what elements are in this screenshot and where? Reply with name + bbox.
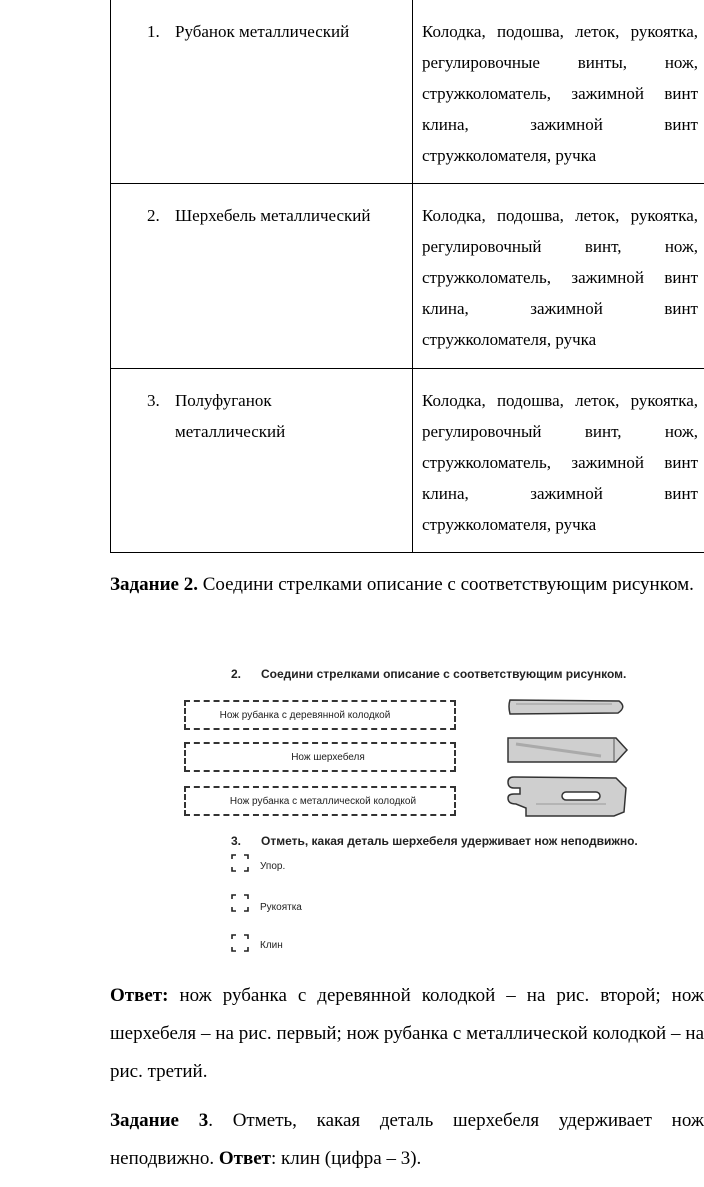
worksheet-figure: [180, 662, 650, 962]
match-box-metal-plane-blade: Нож рубанка с металлической колодкой: [184, 786, 456, 816]
task3-paragraph: [110, 1102, 704, 1178]
tool-parts-text: Колодка, подошва, леток, рукоятка, регулировочные винты, нож, стружколоматель, зажимной винт клина, зажимной винт стружколомателя, ручка: [422, 22, 698, 165]
tool-name-cell: [111, 184, 413, 369]
task2-label: Задание 2.: [110, 574, 198, 595]
figure-task2-heading: 2. Соедини стрелками описание с соответствующим рисунком.: [231, 667, 627, 681]
checkbox-corner-icon[interactable]: [231, 934, 249, 952]
task3-label: Задание 3: [110, 1110, 209, 1131]
row-number: 1.: [147, 22, 160, 41]
task3-answer-label: Ответ: [218, 1148, 271, 1169]
tool-name: Рубанок металлический: [175, 22, 350, 41]
tool-name-cell: [111, 0, 413, 184]
blade-picture-1: [506, 696, 630, 718]
tool-name-cell: [111, 369, 413, 553]
table-row: [111, 0, 704, 184]
tool-parts-cell: [413, 0, 704, 184]
table-row: [111, 184, 704, 369]
answer-label: Ответ:: [110, 985, 169, 1006]
task2-paragraph: [110, 566, 704, 604]
answer-text: нож рубанка с деревянной колодкой – на рис. второй; нож шерхебеля – на рис. первый; нож рубанка с металлической колодкой – на рис. третий.: [110, 985, 704, 1082]
match-box-wooden-plane-blade: Нож рубанка с деревянной колодкой: [184, 700, 456, 730]
task2-text: Соедини стрелками описание с соответствующим рисунком.: [197, 574, 694, 595]
tool-parts-text: Колодка, подошва, леток, рукоятка, регулировочный винт, нож, стружколоматель, зажимной винт клина, зажимной винт стружколомателя, ручка: [422, 391, 698, 534]
option-label-handle: Рукоятка: [260, 902, 302, 913]
tool-name: Полуфуганок металлический: [175, 391, 286, 441]
option-label-wedge: Клин: [260, 940, 283, 951]
blade-picture-2: [506, 734, 630, 766]
figure-task3-heading: 3. Отметь, какая деталь шерхебеля удерживает нож неподвижно.: [231, 834, 638, 848]
blade-picture-3: [506, 774, 630, 820]
checkbox-corner-icon[interactable]: [231, 854, 249, 872]
tool-parts-cell: [413, 184, 704, 369]
task3-answer-text: : клин (цифра – 3).: [270, 1148, 422, 1169]
tool-parts-cell: [413, 369, 704, 553]
row-number: 2.: [147, 206, 160, 225]
task3-text: . Отметь, какая деталь шерхебеля удерживает нож неподвижно.: [110, 1110, 704, 1169]
tool-name: Шерхебель металлический: [175, 206, 371, 225]
table-row: [111, 369, 704, 553]
tools-table: [110, 0, 704, 553]
row-number: 3.: [147, 391, 160, 410]
answer-paragraph: [110, 977, 704, 1091]
checkbox-corner-icon[interactable]: [231, 894, 249, 912]
tool-parts-text: Колодка, подошва, леток, рукоятка, регулировочный винт, нож, стружколоматель, зажимной винт клина, зажимной винт стружколомателя, ручка: [422, 206, 698, 349]
option-label-stop: Упор.: [260, 861, 286, 872]
match-box-scrub-plane-blade: Нож шерхебеля: [184, 742, 456, 772]
